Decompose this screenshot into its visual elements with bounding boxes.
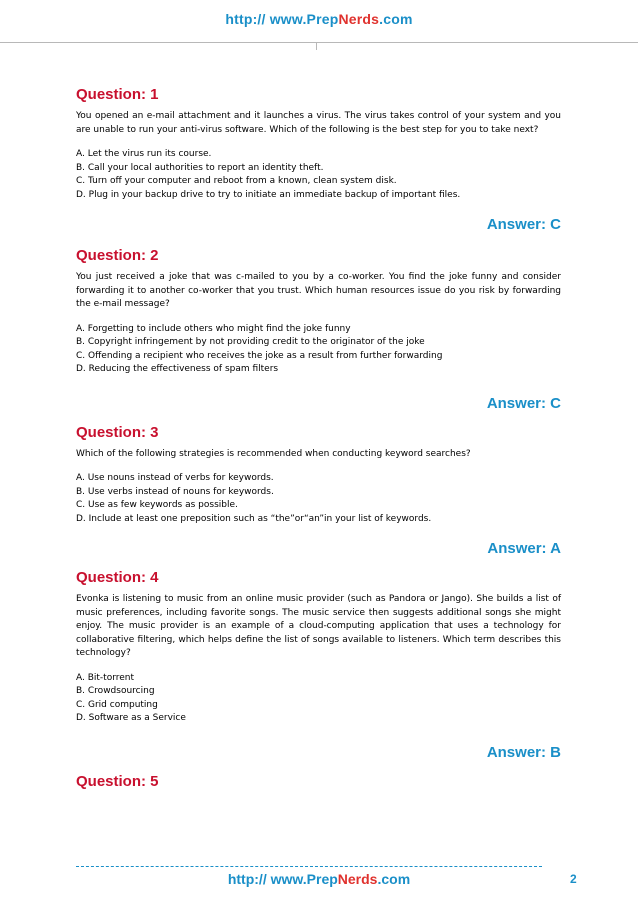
option-c: C. Turn off your computer and reboot from a known, clean system disk.: [76, 176, 397, 186]
footer-url-prefix: http:// www.: [227, 871, 307, 887]
option-d: D. Plug in your backup drive to try to initiate an immediate backup of important files.: [76, 189, 461, 200]
option-b: B. Use verbs instead of nouns for keywords.: [76, 486, 274, 497]
option-list: [76, 672, 561, 726]
option-a: A. Use nouns instead of verbs for keywords.: [76, 473, 274, 483]
option-d: D. Software as a Service: [76, 713, 186, 723]
page-number: 2: [570, 872, 577, 886]
question-text: You opened an e-mail attachment and it launches a virus. The virus takes control of your system and you are unable to run your anti-virus software. Which of the following is the best step for you to take next?: [76, 111, 561, 135]
option-b: B. Call your local authorities to report an identity theft.: [76, 162, 324, 173]
page-header: [0, 0, 638, 44]
header-url-suffix: .com: [379, 11, 413, 27]
question-title: Question: 4: [76, 569, 159, 586]
question-title: Question: 5: [76, 772, 159, 790]
answer-label: Answer: A: [487, 540, 561, 557]
header-url-prefix: http:// www.: [225, 11, 307, 27]
question-text: You just received a joke that was c-mailed to you by a co-worker. You find the joke funny and consider forwarding it to another co-worker that you trust. Which human resources issue do you risk by forwarding the e-mail message?: [76, 272, 561, 309]
question-block-1: [76, 86, 561, 233]
header-divider-notch: [316, 42, 317, 50]
option-list: [76, 148, 561, 202]
header-url-link[interactable]: [0, 11, 638, 27]
option-a: A. Forgetting to include others who might find the joke funny: [76, 323, 351, 334]
option-b: B. Copyright infringement by not providing credit to the originator of the joke: [76, 337, 425, 347]
header-brand-nerds: Nerds: [338, 11, 380, 27]
option-list: [76, 472, 561, 526]
footer-url-link[interactable]: [0, 871, 638, 887]
question-text: Evonka is listening to music from an online music provider (such as Pandora or Jango). She builds a list of music preferences, including favorite songs. The music service then suggests additional songs she might enjoy. The music provider is an example of a cloud-computing application that uses a technology for collaborative filtering, which helps define the list of songs available to listeners. Which term describes this technology?: [76, 594, 561, 658]
question-block-5: [76, 773, 561, 790]
question-block-3: [76, 424, 561, 558]
option-d: D. Reducing the effectiveness of spam filters: [76, 364, 279, 374]
questions-content: [76, 86, 561, 797]
option-c: C. Use as few keywords as possible.: [76, 500, 238, 510]
answer-label: Answer: B: [486, 743, 561, 761]
question-title: Question: 1: [76, 86, 159, 103]
footer-url-suffix: .com: [377, 871, 411, 887]
option-list: [76, 323, 561, 377]
question-title: Question: 3: [76, 423, 159, 441]
header-brand-prep: Prep: [306, 11, 339, 27]
option-d: D. Include at least one preposition such as “the”or“an”in your list of keywords.: [76, 513, 432, 524]
question-text: Which of the following strategies is recommended when conducting keyword searches?: [76, 448, 471, 459]
answer-label: Answer: C: [486, 216, 561, 233]
option-a: A. Bit-torrent: [76, 672, 135, 683]
question-title: Question: 2: [76, 247, 159, 264]
question-block-4: [76, 569, 561, 761]
question-block-2: [76, 247, 561, 412]
footer-brand-prep: Prep: [306, 871, 338, 887]
option-a: A. Let the virus run its course.: [76, 149, 212, 159]
option-b: B. Crowdsourcing: [76, 686, 155, 696]
option-c: C. Grid computing: [76, 699, 158, 710]
footer-dashed-divider: [76, 866, 542, 867]
option-c: C. Offending a recipient who receives the joke as a result from further forwarding: [76, 350, 443, 361]
header-divider: [0, 42, 638, 43]
footer-brand-nerds: Nerds: [337, 871, 378, 887]
answer-label: Answer: C: [486, 394, 561, 412]
